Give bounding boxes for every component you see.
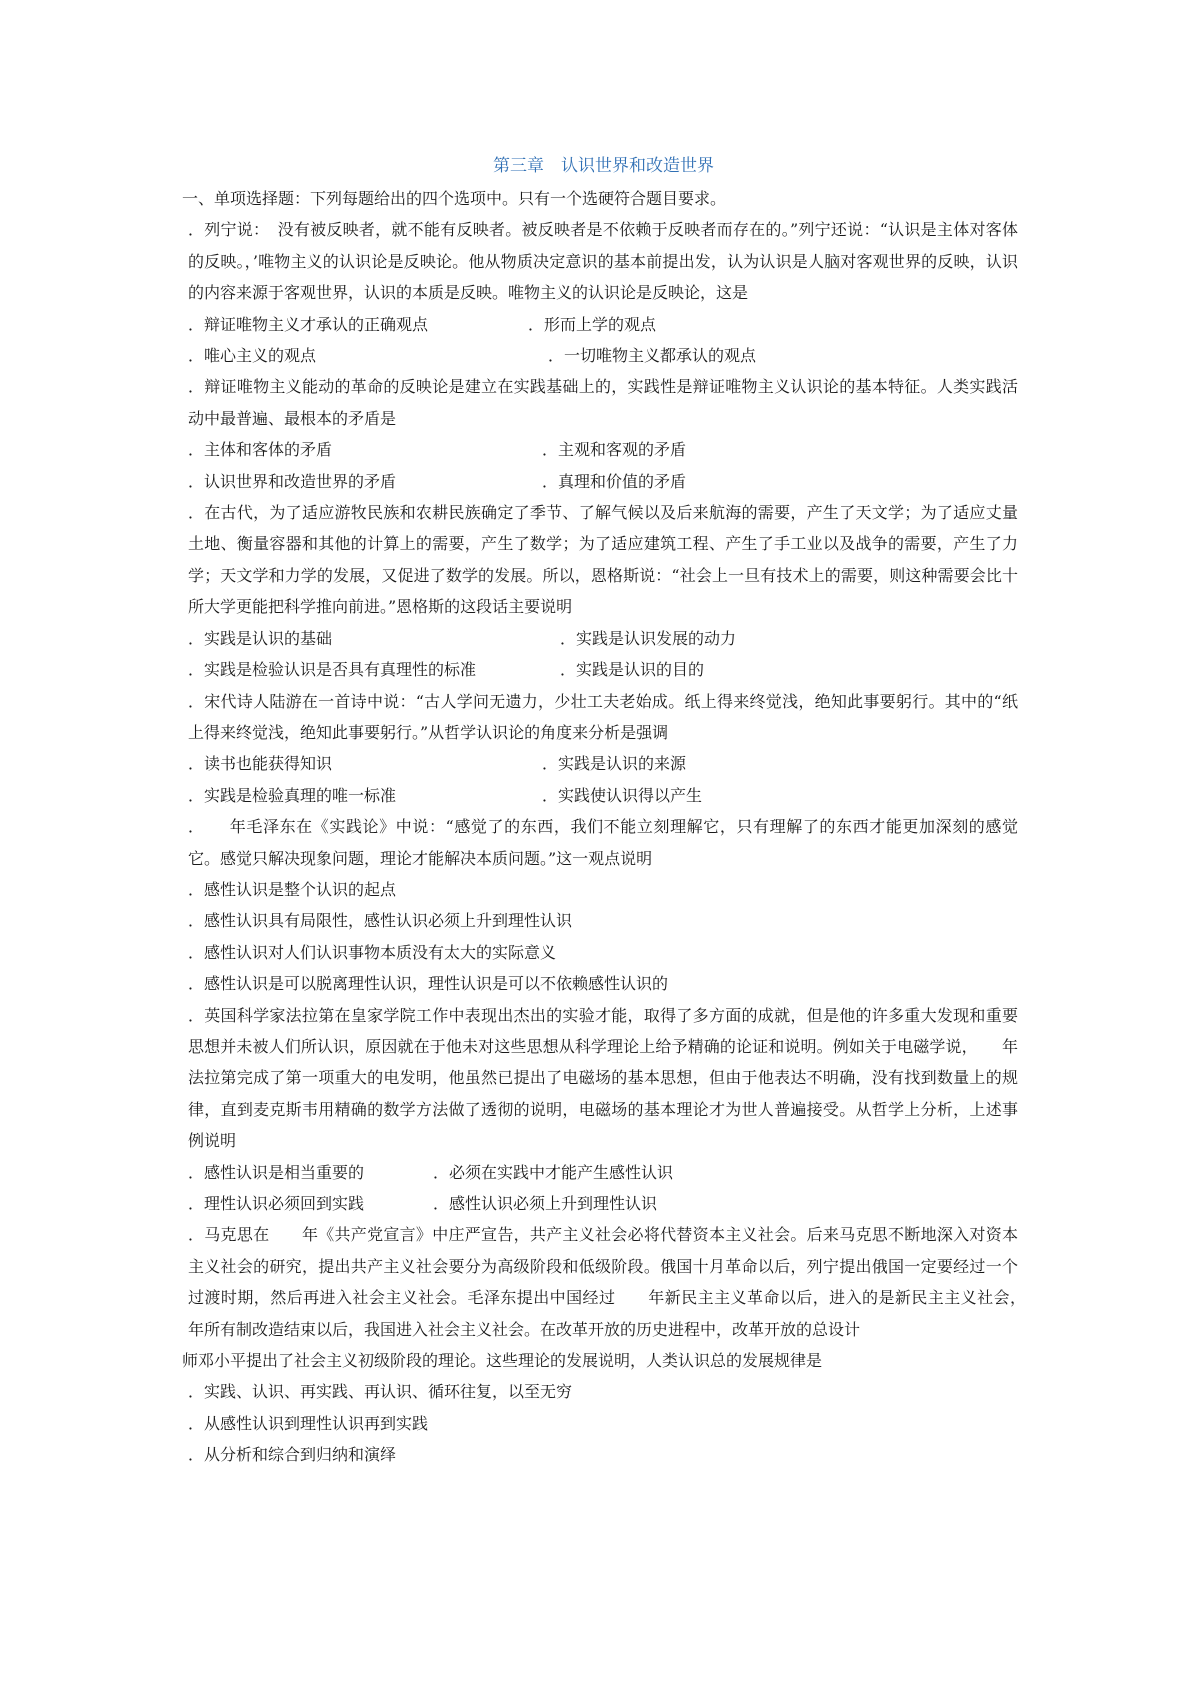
- q4-option-a: ．读书也能获得知识: [188, 754, 333, 774]
- question-1-options-row-2: [182, 340, 1018, 371]
- question-4-stem: ．宋代诗人陆游在一首诗中说：“古人学问无遗力，少壮工夫老始成。纸上得来终觉浅，绝知此事要躬行。其中的“纸上得来终觉浅，绝知此事要躬行。”从哲学认识论的角度来分析是强调: [188, 691, 1018, 742]
- question-7-stem-continued: 师邓小平提出了社会主义初级阶段的理论。这些理论的发展说明，人类认识总的发展规律是: [182, 1351, 823, 1371]
- q4-option-d: ．实践使认识得以产生: [542, 785, 703, 805]
- q6-option-a: ．感性认识是相当重要的: [188, 1162, 365, 1182]
- section-heading: 一、单项选择题：下列每题给出的四个选项中。只有一个选硬符合题目要求。: [182, 189, 727, 208]
- q5-option-b: ．感性认识具有局限性，感性认识必须上升到理性认识: [188, 911, 573, 931]
- q7-option-b: ．从感性认识到理性认识再到实践: [188, 1413, 429, 1433]
- question-3-options-row-1: [182, 623, 1018, 654]
- question-2-options-row-2: [182, 466, 1018, 497]
- q7-option-c: ．从分析和综合到归纳和演绎: [188, 1445, 397, 1465]
- q2-option-a: ．主体和客体的矛盾: [188, 440, 333, 460]
- q4-option-c: ．实践是检验真理的唯一标准: [188, 785, 397, 805]
- question-3-stem: ．在古代，为了适应游牧民族和农耕民族确定了季节、了解气候以及后来航海的需要，产生了天文学；为了适应丈量土地、衡量容器和其他的计算上的需要，产生了数学；为了适应建筑工程、产生了手工业以及战争的需要，产生了力学；天文学和力学的发展，又促进了数学的发展。所以，恩格斯说：“社会上一旦有技术上的需要，则这种需要会比十所大学更能把科学推向前进。”恩格斯的这段话主要说明: [188, 503, 1018, 617]
- q6-option-c: ．理性认识必须回到实践: [188, 1194, 365, 1213]
- chapter-title: 第三章 认识世界和改造世界: [493, 156, 714, 176]
- question-5-stem: ． 年毛泽东在《实践论》中说：“感觉了的东西，我们不能立刻理解它，只有理解了的东西才能更加深刻的感觉它。感觉只解决现象问题，理论才能解决本质问题。”这一观点说明: [188, 817, 1018, 868]
- question-6-options-row-2: [182, 1188, 1018, 1219]
- q7-option-a: ．实践、认识、再实践、再认识、循环往复，以至无穷: [188, 1382, 573, 1402]
- q2-option-c: ．认识世界和改造世界的矛盾: [188, 471, 397, 491]
- question-1-options-row-1: [182, 309, 1018, 340]
- q1-option-c: ．唯心主义的观点: [188, 346, 317, 366]
- q6-option-d: ．感性认识必须上升到理性认识: [433, 1194, 658, 1213]
- question-4-options-row-2: [182, 780, 1018, 811]
- q5-option-a: ．感性认识是整个认识的起点: [188, 879, 397, 899]
- q3-option-c: ．实践是检验认识是否具有真理性的标准: [188, 660, 477, 680]
- q4-option-b: ．实践是认识的来源: [542, 754, 687, 774]
- q2-option-d: ．真理和价值的矛盾: [542, 471, 687, 491]
- q5-option-d: ．感性认识是可以脱离理性认识，理性认识是可以不依赖感性认识的: [188, 974, 669, 994]
- question-7-stem: ．马克思在 年《共产党宣言》中庄严宣告，共产主义社会必将代替资本主义社会。后来马克思不断地深入对资本主义社会的研究，提出共产主义社会要分为高级阶段和低级阶段。俄国十月革命以后，列宁提出俄国一定要经过一个过渡时期，然后再进入社会主义社会。毛泽东提出中国经过 年新民主主义革命以后，进入的是新民主主义社会， 年所有制改造结束以后，我国进入社会主义社会。在改革开放的历史进程中，改革开放的总设计: [188, 1225, 1051, 1339]
- document-body: [182, 183, 1051, 1471]
- question-3-options-row-2: [182, 654, 1018, 685]
- q1-option-d: ．一切唯物主义都承认的观点: [548, 346, 757, 366]
- q1-option-a: ．辩证唯物主义才承认的正确观点: [188, 314, 429, 334]
- q1-option-b: ．形而上学的观点: [528, 314, 657, 334]
- q3-option-b: ．实践是认识发展的动力: [560, 628, 737, 648]
- question-6-stem: ．英国科学家法拉第在皇家学院工作中表现出杰出的实验才能，取得了多方面的成就，但是他的许多重大发现和重要思想并未被人们所认识，原因就在于他未对这些思想从科学理论上给予精确的论证和说明。例如关于电磁学说， 年法拉第完成了第一项重大的电发明，他虽然已提出了电磁场的基本思想，但由于他表达不明确，没有找到数量上的规律，直到麦克斯韦用精确的数学方法做了透彻的说明，电磁场的基本理论才为世人普遍接受。从哲学上分析，上述事例说明: [188, 1005, 1018, 1151]
- q3-option-d: ．实践是认识的目的: [560, 660, 705, 680]
- q3-option-a: ．实践是认识的基础: [188, 628, 333, 648]
- question-6-options-row-1: [182, 1157, 1018, 1188]
- q2-option-b: ．主观和客观的矛盾: [542, 440, 687, 460]
- question-1-stem: ．列宁说： 没有被反映者，就不能有反映者。被反映者是不依赖于反映者而存在的。”列宁还说：“认识是主体对客体的反映。，’唯物主义的认识论是反映论。他从物质决定意识的基本前提出发，认为认识是人脑对客观世界的反映，认识的内容来源于客观世界，认识的本质是反映。唯物主义的认识论是反映论，这是: [188, 220, 1018, 303]
- question-2-stem: ．辩证唯物主义能动的革命的反映论是建立在实践基础上的，实践性是辩证唯物主义认识论的基本特征。人类实践活动中最普遍、最根本的矛盾是: [188, 377, 1018, 428]
- question-2-options-row-1: [182, 434, 1018, 465]
- question-4-options-row-1: [182, 748, 1018, 779]
- q5-option-c: ．感性认识对人们认识事物本质没有太大的实际意义: [188, 942, 557, 962]
- q6-option-b: ．必须在实践中才能产生感性认识: [433, 1162, 674, 1182]
